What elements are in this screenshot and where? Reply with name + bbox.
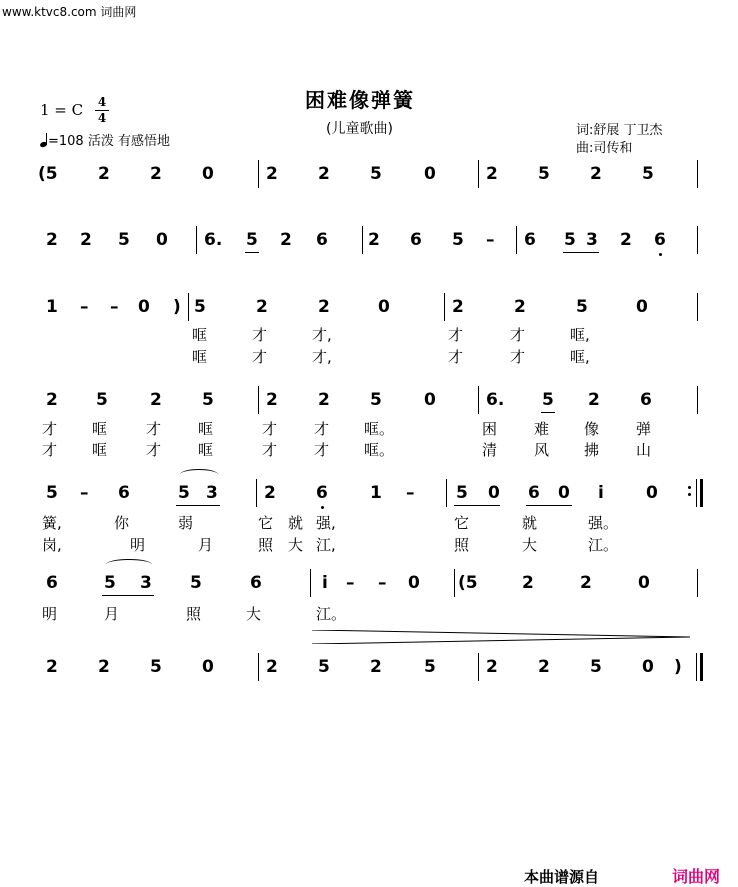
lyric-syllable: 清 (482, 441, 498, 459)
lyric-syllable: 才 (42, 441, 58, 459)
time-signature (95, 96, 109, 125)
score-line-5 (0, 483, 738, 513)
lyric-syllable: 月 (104, 605, 120, 623)
note: 6 (316, 483, 328, 503)
note: 2 (522, 573, 534, 593)
barline (362, 226, 363, 254)
note: 2 (46, 230, 58, 250)
note: 5 (46, 483, 58, 503)
note: 5 (178, 483, 190, 503)
slur (106, 559, 152, 570)
credits (576, 122, 663, 158)
underline-eighth (454, 505, 500, 506)
note: 0 (638, 573, 650, 593)
lyric-syllable: 才 (146, 441, 162, 459)
note: 2 (46, 657, 58, 677)
note: 2 (266, 164, 278, 184)
note: – (80, 297, 89, 317)
lyric-syllable: 山 (636, 441, 652, 459)
lyric-syllable: 难 (534, 420, 550, 438)
note: 5 (194, 297, 206, 317)
note: i (322, 573, 328, 593)
source-label: 本曲谱源自 (524, 868, 600, 886)
score-line-7 (0, 657, 738, 687)
lyric-syllable: 才 (314, 420, 330, 438)
key-signature: 1 = C (40, 101, 84, 119)
lyric-syllable: 才 (314, 441, 330, 459)
lyric-syllable: 像 (584, 420, 600, 438)
note: – (80, 483, 89, 503)
note: 0 (646, 483, 658, 503)
note: 2 (590, 164, 602, 184)
note: 2 (318, 297, 330, 317)
lyric-syllable: 才 (510, 348, 526, 366)
lyrics-line-3b (0, 348, 738, 366)
note: 2 (620, 230, 632, 250)
note: 5 (370, 390, 382, 410)
barline (256, 479, 257, 507)
note: 2 (266, 390, 278, 410)
note: 5 (190, 573, 202, 593)
underline-eighth (245, 252, 259, 253)
note: – (378, 573, 387, 593)
note: 0 (408, 573, 420, 593)
note: 0 (202, 164, 214, 184)
note: 5 (542, 390, 554, 410)
note: 0 (156, 230, 168, 250)
note: 2 (514, 297, 526, 317)
note: 6. (486, 390, 505, 410)
lyric-syllable: 才 (252, 348, 268, 366)
final-barline (700, 653, 703, 681)
lyric-syllable: 江。 (588, 536, 619, 554)
barline (478, 653, 479, 681)
barline (258, 653, 259, 681)
lyric-syllable: 它 (454, 514, 470, 532)
lyric-syllable: 强。 (588, 514, 619, 532)
lyric-syllable: 你 (114, 514, 130, 532)
note: 2 (280, 230, 292, 250)
lyric-syllable: 哐。 (364, 441, 395, 459)
note: 6 (640, 390, 652, 410)
lyric-syllable: 才 (146, 420, 162, 438)
lyric-syllable: 哐 (198, 441, 214, 459)
lyricist: 词:舒展 丁卫杰 (576, 123, 663, 138)
underline-eighth (526, 505, 572, 506)
lyric-syllable: 照 (258, 536, 274, 554)
lyric-syllable: 大 (288, 536, 304, 554)
note: 5 (538, 164, 550, 184)
note: 5 (564, 230, 576, 250)
note: 0 (558, 483, 570, 503)
note: 2 (318, 390, 330, 410)
note: 0 (488, 483, 500, 503)
barline (516, 226, 517, 254)
note: 0 (424, 390, 436, 410)
note: 2 (264, 483, 276, 503)
barline (696, 479, 697, 507)
barline (196, 226, 197, 254)
note: 5 (452, 230, 464, 250)
site-logo[interactable]: 词曲网 (672, 867, 721, 886)
lyrics-line-4b (0, 441, 738, 459)
score-line-1 (0, 164, 738, 194)
note: 0 (202, 657, 214, 677)
note: 6 (118, 483, 130, 503)
underline-eighth (563, 252, 599, 253)
barline (188, 293, 189, 321)
note: 6 (654, 230, 666, 250)
lyric-syllable: 簧, (42, 514, 62, 532)
note: 2 (98, 164, 110, 184)
lyric-syllable: 哐。 (364, 420, 395, 438)
song-subtitle: (儿童歌曲) (326, 121, 393, 137)
note: 2 (538, 657, 550, 677)
tempo-marking (40, 130, 170, 149)
note: 0 (636, 297, 648, 317)
note: 6 (316, 230, 328, 250)
note: 6 (528, 483, 540, 503)
note: 5 (318, 657, 330, 677)
note: 2 (486, 657, 498, 677)
barline (258, 160, 259, 188)
barline (697, 226, 698, 254)
note: 2 (580, 573, 592, 593)
note: ) (173, 297, 181, 317)
lyric-syllable: 哐 (92, 441, 108, 459)
note: 5 (104, 573, 116, 593)
note: 2 (98, 657, 110, 677)
note: 5 (456, 483, 468, 503)
score-line-4 (0, 390, 738, 420)
barline (478, 386, 479, 414)
lyric-syllable: 才 (262, 441, 278, 459)
lyric-syllable: 强, (316, 514, 336, 532)
note: 6. (204, 230, 223, 250)
note: 5 (150, 657, 162, 677)
lyric-syllable: 才 (252, 326, 268, 344)
lyrics-line-5a (0, 514, 738, 532)
note: 2 (256, 297, 268, 317)
note: 2 (370, 657, 382, 677)
score-line-2 (0, 230, 738, 260)
low-octave-dot (659, 253, 662, 256)
lyric-syllable: 哐, (570, 326, 590, 344)
note: – (486, 230, 495, 250)
lyric-syllable: 才 (510, 326, 526, 344)
tempo-text: =108 活泼 有感悟地 (48, 134, 170, 149)
site-watermark: www.ktvc8.com 词曲网 (2, 5, 137, 19)
note: – (110, 297, 119, 317)
lyric-syllable: 哐 (92, 420, 108, 438)
lyrics-line-4a (0, 420, 738, 438)
slur (180, 469, 218, 480)
quarter-note-icon (40, 133, 48, 147)
lyric-syllable: 江, (316, 536, 336, 554)
note: 3 (140, 573, 152, 593)
lyric-syllable: 明 (130, 536, 146, 554)
note: 6 (410, 230, 422, 250)
note: 6 (524, 230, 536, 250)
lyric-syllable: 才 (448, 348, 464, 366)
lyric-syllable: 拂 (584, 441, 600, 459)
note: 2 (318, 164, 330, 184)
note: i (598, 483, 604, 503)
lyric-syllable: 困 (482, 420, 498, 438)
barline (697, 293, 698, 321)
barline (310, 569, 311, 597)
underline-eighth (102, 595, 154, 596)
lyric-syllable: 就 (288, 514, 304, 532)
lyric-syllable: 大 (522, 536, 538, 554)
song-title: 困难像弹簧 (305, 88, 415, 112)
note: 1 (46, 297, 58, 317)
note: 0 (424, 164, 436, 184)
note: – (346, 573, 355, 593)
lyric-syllable: 江。 (316, 605, 347, 623)
lyric-syllable: 哐 (192, 348, 208, 366)
barline (697, 160, 698, 188)
note: 0 (138, 297, 150, 317)
composer: 曲:司传和 (576, 141, 633, 156)
note: 3 (586, 230, 598, 250)
barline (444, 293, 445, 321)
barline (478, 160, 479, 188)
lyric-syllable: 月 (198, 536, 214, 554)
barline (696, 653, 697, 681)
underline-eighth (176, 505, 220, 506)
score-line-6 (0, 573, 738, 603)
note: 3 (206, 483, 218, 503)
time-numerator: 4 (97, 95, 107, 109)
note: 5 (424, 657, 436, 677)
time-denominator: 4 (97, 111, 107, 125)
lyric-syllable: 才, (312, 348, 332, 366)
decrescendo-hairpin (312, 630, 692, 644)
lyric-syllable: 弱 (178, 514, 194, 532)
note: 2 (486, 164, 498, 184)
note: 0 (642, 657, 654, 677)
note: 5 (590, 657, 602, 677)
note: 1 (370, 483, 382, 503)
score-line-3 (0, 297, 738, 327)
note: 5 (642, 164, 654, 184)
note: 2 (588, 390, 600, 410)
low-octave-dot (321, 506, 324, 509)
lyric-syllable: 它 (258, 514, 274, 532)
note: 2 (368, 230, 380, 250)
lyric-syllable: 大 (246, 605, 262, 623)
note: 5 (576, 297, 588, 317)
note: 2 (452, 297, 464, 317)
repeat-dots (688, 482, 692, 500)
lyric-syllable: 就 (522, 514, 538, 532)
note: 2 (80, 230, 92, 250)
lyric-syllable: 照 (186, 605, 202, 623)
lyric-syllable: 哐 (192, 326, 208, 344)
barline (446, 479, 447, 507)
note: 5 (118, 230, 130, 250)
lyrics-line-6 (0, 605, 738, 623)
lyric-syllable: 才 (448, 326, 464, 344)
lyrics-line-5b (0, 536, 738, 554)
note: – (406, 483, 415, 503)
lyrics-line-3a (0, 326, 738, 344)
barline (697, 386, 698, 414)
lyric-syllable: 弹 (636, 420, 652, 438)
note: 6 (46, 573, 58, 593)
note: ) (674, 657, 682, 677)
note: 5 (96, 390, 108, 410)
lyric-syllable: 哐, (570, 348, 590, 366)
note: 2 (150, 390, 162, 410)
lyric-syllable: 照 (454, 536, 470, 554)
lyric-syllable: 才, (312, 326, 332, 344)
lyric-syllable: 才 (262, 420, 278, 438)
note: 2 (150, 164, 162, 184)
note: 6 (250, 573, 262, 593)
barline (454, 569, 455, 597)
lyric-syllable: 才 (42, 420, 58, 438)
note: 0 (378, 297, 390, 317)
note: (5 (38, 164, 58, 184)
lyric-syllable: 岗, (42, 536, 62, 554)
note: 2 (266, 657, 278, 677)
note: 5 (202, 390, 214, 410)
lyric-syllable: 哐 (198, 420, 214, 438)
note: 2 (46, 390, 58, 410)
note: 5 (246, 230, 258, 250)
underline-eighth (541, 412, 555, 413)
barline (697, 569, 698, 597)
note: (5 (458, 573, 478, 593)
repeat-end-barline (700, 479, 703, 507)
lyric-syllable: 明 (42, 605, 58, 623)
note: 5 (370, 164, 382, 184)
lyric-syllable: 风 (534, 441, 550, 459)
barline (258, 386, 259, 414)
